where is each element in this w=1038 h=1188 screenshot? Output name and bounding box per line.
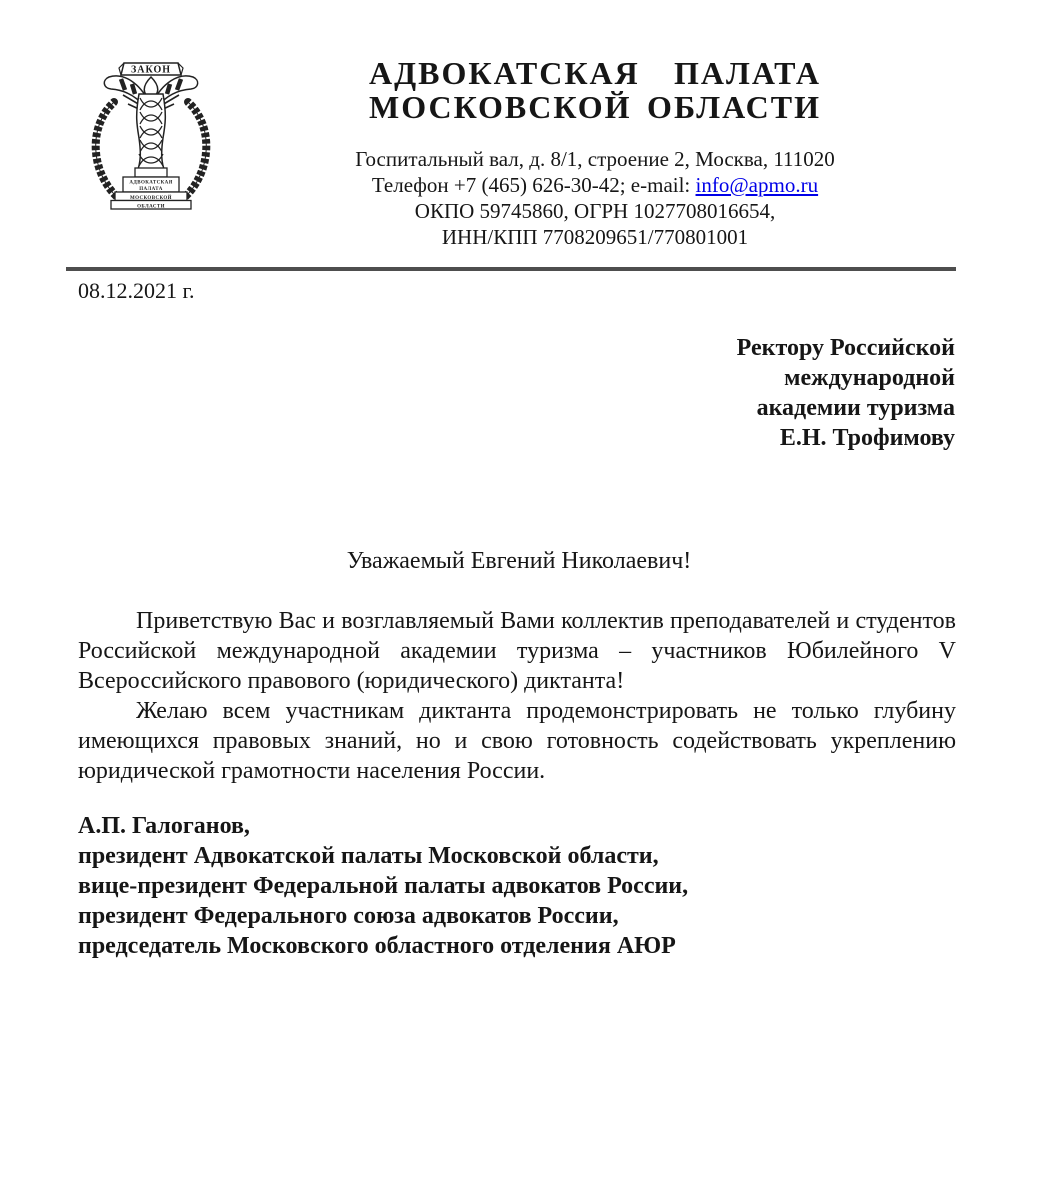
pedestal-text-1: АДВОКАТСКАЯ — [129, 180, 173, 186]
recipient-line: академии туризма — [756, 395, 955, 421]
okpo-line: ОКПО 59745860, ОГРН 1027708016654, — [414, 199, 776, 223]
recipient-line: международной — [784, 365, 955, 391]
salutation: Уважаемый Евгений Николаевич! — [346, 548, 692, 574]
pedestal-text-4: ОБЛАСТИ — [137, 204, 165, 210]
signature-block — [78, 811, 688, 961]
signature-line: А.П. Галоганов, — [78, 813, 250, 839]
org-name-line-2: МОСКОВСКОЙ ОБЛАСТИ — [369, 89, 821, 125]
pedestal-text-3: МОСКОВСКОЙ — [130, 195, 172, 201]
recipient-block — [615, 333, 955, 453]
law-banner-icon — [119, 63, 183, 76]
address-line: Госпитальный вал, д. 8/1, строение 2, Москва, 111020 — [355, 147, 835, 171]
body-paragraph-1: Приветствую Вас и возглавляемый Вами коллектив преподавателей и студентов Российской международной академии туризма – участников Юбилейного V Всероссийского правового (юридического) диктанта! — [78, 608, 956, 694]
pedestal-icon — [111, 168, 191, 209]
pedestal-text-2: ПАЛАТА — [139, 187, 163, 192]
signature-line: президент Адвокатской палаты Московской области, — [78, 843, 659, 869]
signature-line: вице-президент Федеральной палаты адвокатов России, — [78, 873, 689, 899]
inn-line: ИНН/КПП 7708209651/770801001 — [441, 225, 749, 249]
org-name-line-1: АДВОКАТСКАЯ ПАЛАТА — [369, 55, 821, 91]
signature-line: президент Федерального союза адвокатов России, — [78, 903, 619, 929]
logo-banner-text: ЗАКОН — [130, 64, 172, 76]
apmo-emblem-logo — [88, 60, 214, 210]
contact-block — [235, 146, 955, 250]
phone-text: Телефон +7 (465) 626-30-42; e-mail: — [371, 173, 696, 197]
email-link[interactable]: info@apmo.ru — [695, 173, 819, 197]
body-paragraph-2: Желаю всем участникам диктанта продемонстрировать не только глубину имеющихся правовых знаний, но и свою готовность содействовать укреплению юридической грамотности населения России. — [78, 698, 956, 784]
date-line: 08.12.2021 г. — [78, 278, 195, 303]
recipient-line: Е.Н. Трофимову — [779, 425, 955, 451]
header-divider — [66, 267, 956, 271]
phone-line — [235, 172, 955, 198]
org-name — [235, 56, 955, 124]
signature-line: председатель Московского областного отделения АЮР — [78, 933, 676, 959]
letter-body — [78, 606, 956, 786]
recipient-line: Ректору Российской — [736, 335, 955, 361]
